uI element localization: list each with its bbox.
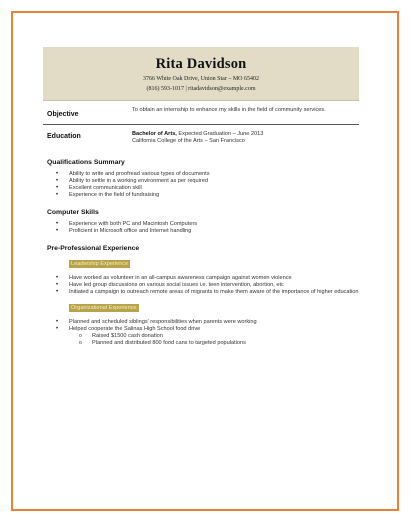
list-item: • Experience with both PC and Macintosh Computers [56,221,359,228]
objective-section [43,101,359,125]
list-item: • Have led group discussions on various social issues i.e. teen intervention, abortion, etc [56,282,359,289]
list-item: • Helped cooperate the Salinas High School food drive [56,326,359,333]
resume-document [43,47,359,347]
experience-title: Pre-Professional Experience [47,245,140,252]
education-details [132,131,359,145]
sub-list-item: o Planned and distributed 800 food cans to targeted populations [79,340,359,347]
computer-skills-title: Computer Skills [47,209,99,216]
leadership-list [43,275,359,296]
list-item: • Proficient in Microsoft office and Internet handling [56,228,359,235]
resume-header [43,47,359,101]
contact-address: 3766 White Oak Drive, Union Star – MO 65402 [142,76,260,82]
education-section [43,125,359,149]
list-item: • Have worked as volunteer in an all-campus awareness campaign against women violence [56,275,359,282]
degree-line [132,131,359,138]
list-item: • Initiated a campaign to outreach remote areas of migrants to make them aware of the importance of higher education [56,289,359,296]
objective-text: To obtain an internship to enhance my skills in the field of community services. [132,107,326,113]
leadership-experience-tag: Leadership Experience [71,261,129,267]
objective-label: Objective [47,111,79,118]
applicant-name: Rita Davidson [155,56,247,72]
list-item: • Planned and scheduled siblings' responsibilities when parents were working [56,319,359,326]
qualifications-title: Qualifications Summary [47,159,125,166]
organizational-list [43,319,359,333]
contact-phone-email: (816) 593-1017 | ritadavidson@example.com [146,86,256,92]
list-item: • Ability to settle in a working environment as per required [56,178,359,185]
degree-name: Bachelor of Arts, [132,131,177,137]
list-item: • Ability to write and proofread various types of documents [56,171,359,178]
list-item: • Experience in the field of fundraising [56,192,359,199]
organizational-sublist [43,333,359,347]
computer-skills-list [43,221,359,235]
degree-graduation: Expected Graduation – June 2013 [176,131,264,137]
education-label: Education [47,133,81,140]
school-name: California College of the Arts – San Francisco [132,138,245,144]
list-item: • Excellent communication skill [56,185,359,192]
qualifications-list [43,171,359,199]
organizational-experience-tag: Organizational Experience [71,305,137,311]
sub-list-item: o Raised $1500 cash donation [79,333,359,340]
